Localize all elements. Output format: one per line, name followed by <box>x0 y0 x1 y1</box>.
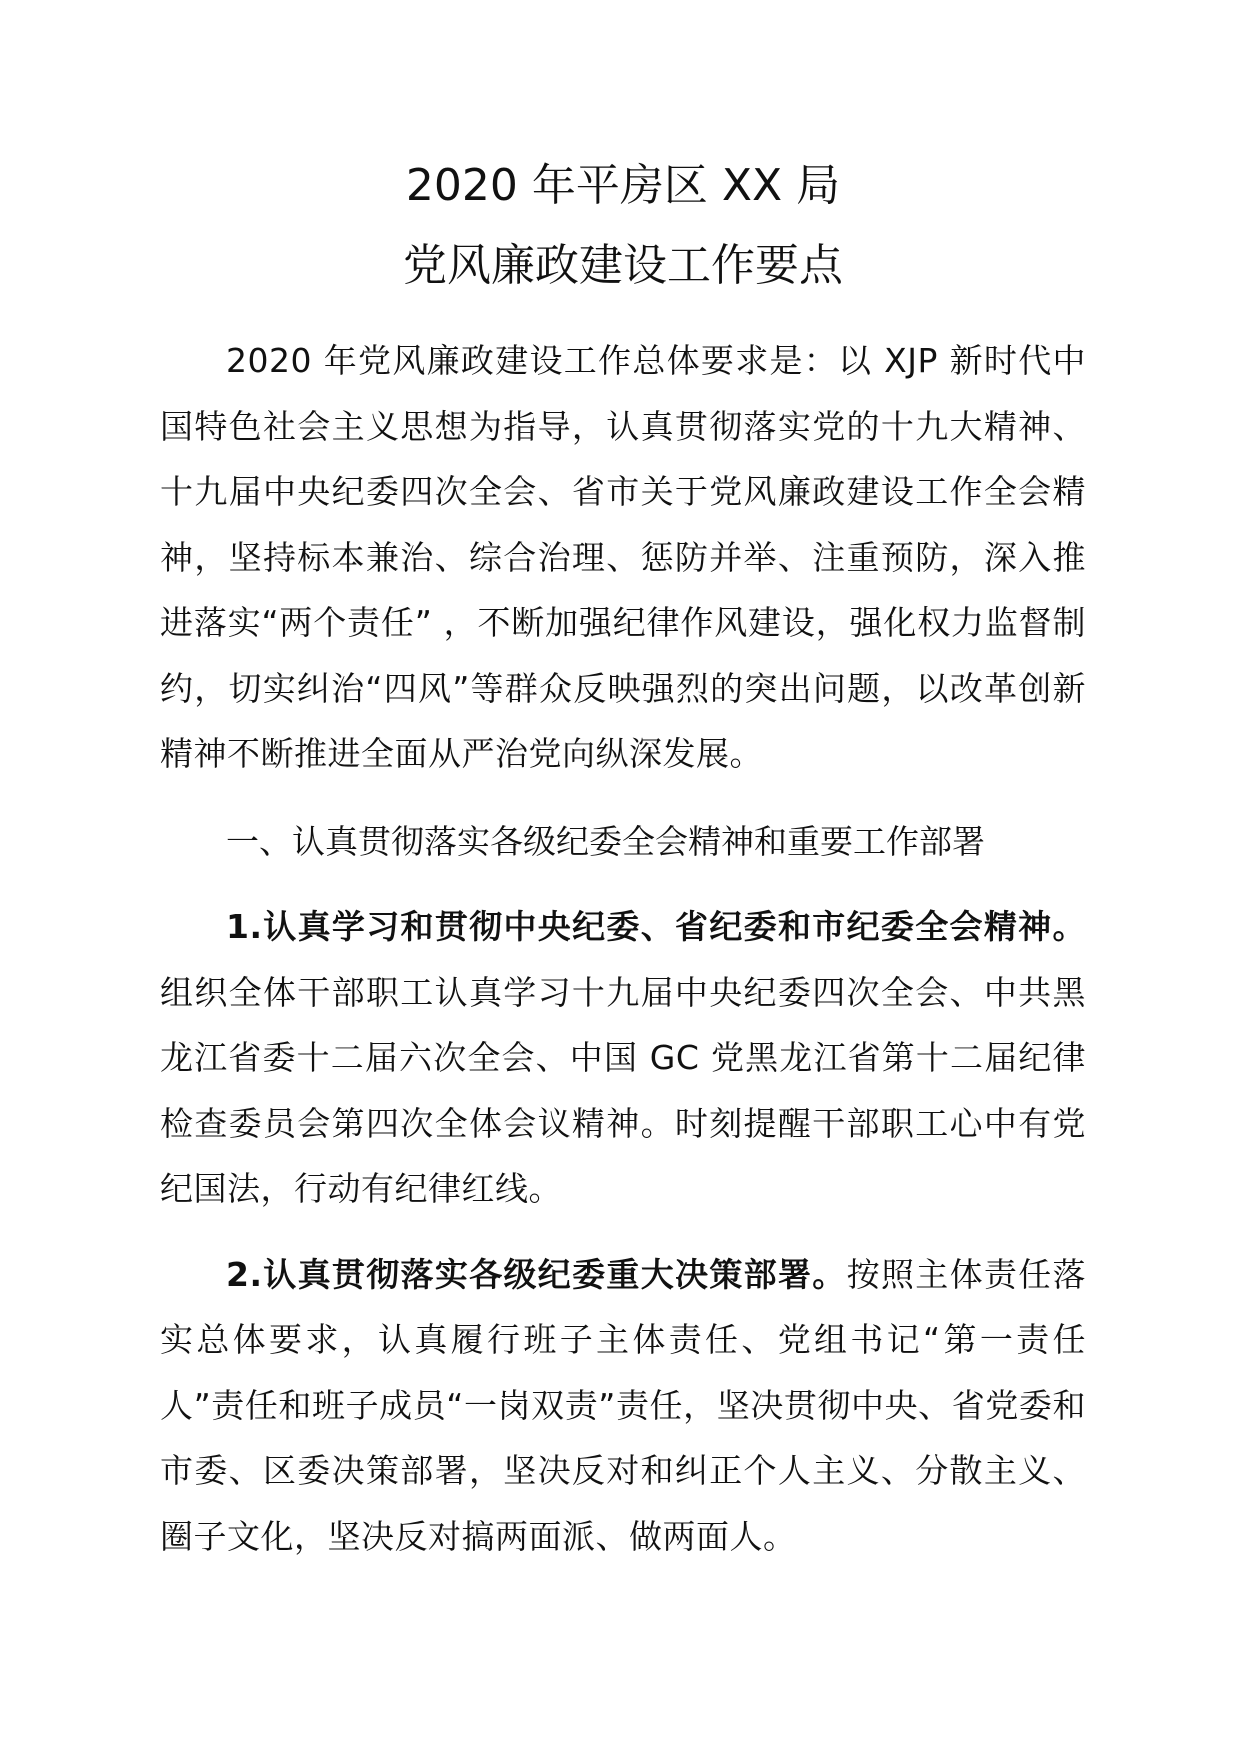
section-heading-1: 一、认真贯彻落实各级纪委全会精神和重要工作部署 <box>226 821 985 861</box>
item-paragraph-1 <box>160 894 1086 1222</box>
item-lead-1: 1.认真学习和贯彻中央纪委、省纪委和市纪委全会精神。 <box>226 907 1086 946</box>
item-body-1: 组织全体干部职工认真学习十九届中央纪委四次全会、中共黑龙江省委十二届六次全会、中国 GC 党黑龙江省第十二届纪律检查委员会第四次全体会议精神。时刻提醒干部职工心中有党纪国法，行动有纪律红线。 <box>160 972 1086 1208</box>
title-line-2: 党风廉政建设工作要点 <box>403 240 843 291</box>
item-paragraph-2 <box>160 1242 1086 1570</box>
item-lead-2: 2.认真贯彻落实各级纪委重大决策部署。 <box>226 1254 847 1294</box>
intro-paragraph: 2020 年党风廉政建设工作总体要求是：以 XJP 新时代中国特色社会主义思想为指导，认真贯彻落实党的十九大精神、十九届中央纪委四次全会、省市关于党风廉政建设工作全会精神，坚持标本兼治、综合治理、惩防并举、注重预防，深入推进落实“两个责任” ，不断加强纪律作风建设，强化权力监督制约，切实纠治“四风”等群众反映强烈的突出问题，以改革创新精神不断推进全面从严治党向纵深发展。 <box>160 341 1086 773</box>
document-title <box>160 160 1086 292</box>
title-line-1: 2020 年平房区 XX 局 <box>405 160 841 211</box>
document-page <box>160 160 1086 1569</box>
item-body-2: 按照主体责任落实总体要求，认真履行班子主体责任、党组书记“第一责任人”责任和班子成员“一岗双责”责任，坚决贯彻中央、省党委和市委、区委决策部署，坚决反对和纠正个人主义、分散主义、圈子文化，坚决反对搞两面派、做两面人。 <box>160 1254 1086 1556</box>
